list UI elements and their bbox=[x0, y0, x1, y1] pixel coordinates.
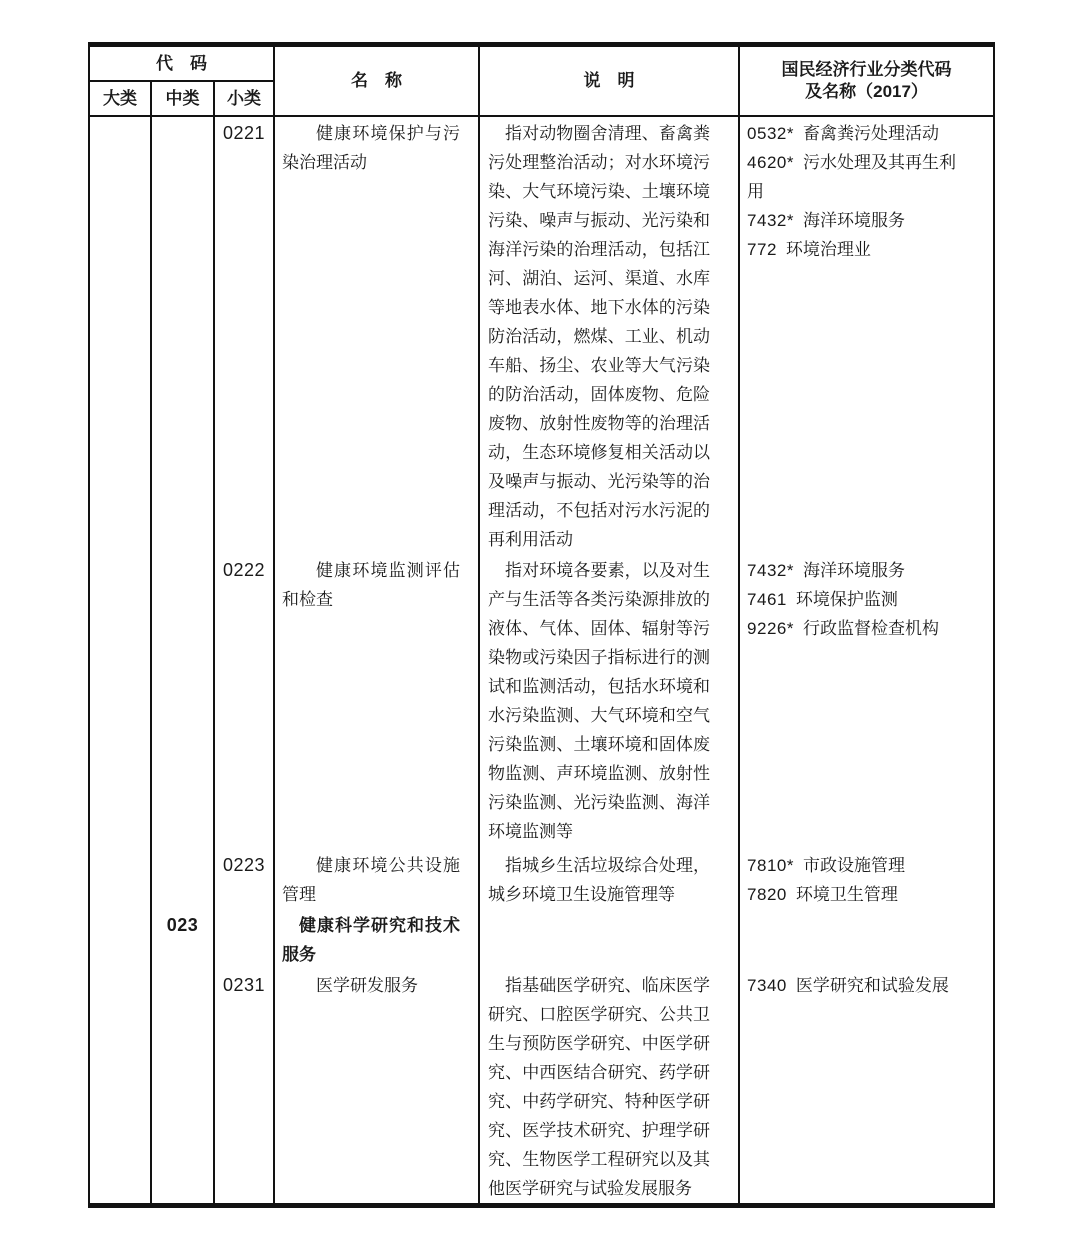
industry-ref: 7432* 海洋环境服务 bbox=[747, 211, 905, 230]
category-description: 指对环境各要素，以及对生产与生活等各类污染源排放的液体、气体、固体、辐射等污染物或污染因子指标进行的测试和监测活动，包括水环境和水污染监测、大气环境和空气污染监测、土壤环境和固体废物监测、声环境监测、放射性污染监测、光污染监测、海洋环境监测等 bbox=[488, 561, 711, 841]
industry-ref: 0532* 畜禽粪污处理活动 bbox=[747, 124, 939, 143]
industry-ref: 4620* 污水处理及其再生利用 bbox=[747, 153, 956, 201]
industry-ref: 9226* 行政监督检查机构 bbox=[747, 619, 939, 638]
minor-code: 0223 bbox=[214, 849, 274, 909]
industry-refs bbox=[739, 116, 994, 554]
industry-ref: 7810* 市政设施管理 bbox=[747, 856, 905, 875]
category-description: 指对动物圈舍清理、畜禽粪污处理整治活动；对水环境污染、大气环境污染、土壤环境污染、噪声与振动、光污染和海洋污染的治理活动，包括江河、湖泊、运河、渠道、水库等地表水体、地下水体的污染防治活动，燃煤、工业、机动车船、扬尘、农业等大气污染的防治活动，固体废物、危险废物、放射性废物等的治理活动，生态环境修复相关活动以及噪声与振动、光污染等的治理活动，不包括对污水污泥的再利用活动 bbox=[488, 124, 711, 549]
table-row-023 bbox=[89, 909, 994, 969]
minor-code: 0222 bbox=[214, 554, 274, 849]
minor-code: 0231 bbox=[214, 969, 274, 1206]
minor-code: 0221 bbox=[214, 116, 274, 554]
classification-table-wrapper bbox=[88, 42, 995, 1208]
industry-refs bbox=[739, 554, 994, 849]
category-name: 健康科学研究和技术服务 bbox=[282, 916, 461, 964]
table-row-0231 bbox=[89, 969, 994, 1206]
header-description: 说 明 bbox=[479, 45, 739, 117]
header-code-group: 代 码 bbox=[89, 45, 274, 82]
industry-ref: 7461 环境保护监测 bbox=[747, 590, 898, 609]
header-middle-class: 中类 bbox=[151, 81, 214, 116]
header-industry-code-line2: 及名称（2017） bbox=[805, 82, 928, 101]
header-industry-code-line1: 国民经济行业分类代码 bbox=[781, 60, 952, 79]
header-name: 名 称 bbox=[274, 45, 479, 117]
table-row-0221 bbox=[89, 116, 994, 554]
classification-table bbox=[88, 42, 995, 1208]
middle-code bbox=[151, 116, 214, 554]
major-code bbox=[89, 116, 151, 554]
industry-ref: 772 环境治理业 bbox=[747, 240, 871, 259]
table-row-0223 bbox=[89, 849, 994, 909]
header-industry-code bbox=[739, 45, 994, 117]
industry-ref: 7340 医学研究和试验发展 bbox=[747, 976, 949, 995]
category-name: 健康环境公共设施管理 bbox=[282, 856, 461, 904]
minor-code bbox=[214, 909, 274, 969]
category-name: 健康环境保护与污染治理活动 bbox=[282, 124, 461, 172]
table-header bbox=[89, 45, 994, 117]
industry-refs bbox=[739, 969, 994, 1206]
header-minor-class: 小类 bbox=[214, 81, 274, 116]
category-name: 健康环境监测评估和检查 bbox=[282, 561, 461, 609]
major-code bbox=[89, 554, 151, 849]
category-description: 指城乡生活垃圾综合处理，城乡环境卫生设施管理等 bbox=[488, 856, 711, 904]
major-code bbox=[89, 849, 151, 909]
industry-refs bbox=[739, 909, 994, 969]
category-name: 医学研发服务 bbox=[316, 976, 419, 995]
middle-code bbox=[151, 554, 214, 849]
category-description: 指基础医学研究、临床医学研究、口腔医学研究、公共卫生与预防医学研究、中医学研究、中西医结合研究、药学研究、中药学研究、特种医学研究、医学技术研究、护理学研究、生物医学工程研究以及其他医学研究与试验发展服务 bbox=[488, 976, 711, 1198]
industry-ref: 7820 环境卫生管理 bbox=[747, 885, 898, 904]
middle-code bbox=[151, 969, 214, 1206]
major-code bbox=[89, 969, 151, 1206]
table-row-0222 bbox=[89, 554, 994, 849]
header-major-class: 大类 bbox=[89, 81, 151, 116]
middle-code bbox=[151, 849, 214, 909]
industry-ref: 7432* 海洋环境服务 bbox=[747, 561, 905, 580]
middle-code: 023 bbox=[151, 909, 214, 969]
major-code bbox=[89, 909, 151, 969]
table-body bbox=[89, 116, 994, 1206]
industry-refs bbox=[739, 849, 994, 909]
